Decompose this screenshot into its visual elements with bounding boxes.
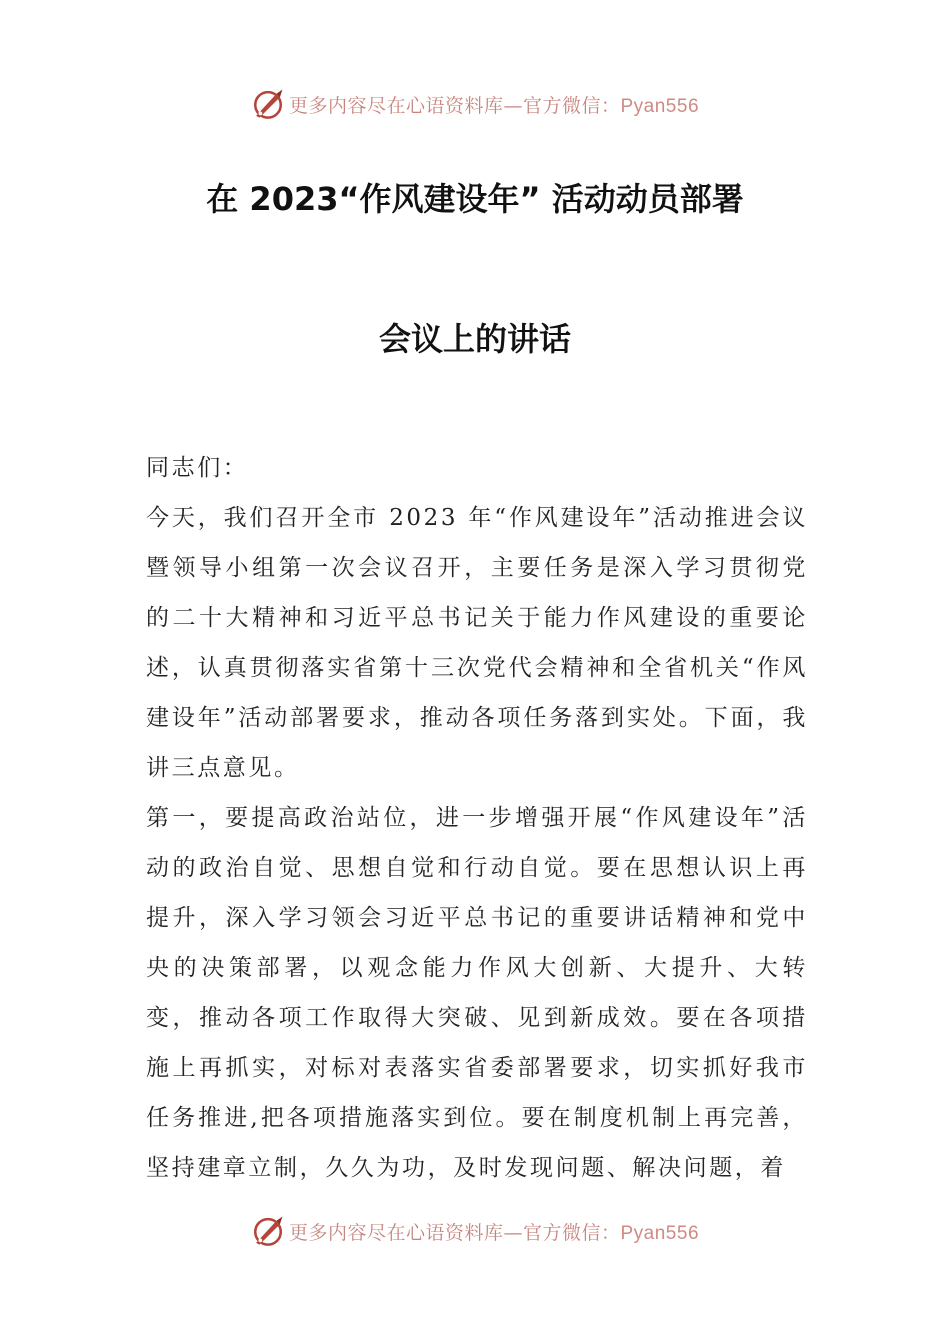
document-title-line-1: 在 2023“作风建设年” 活动动员部署: [206, 180, 744, 218]
paragraph-point-one: 第一，要提高政治站位，进一步增强开展“作风建设年”活动的政治自觉、思想自觉和行动自觉。要在思想认识上再提升，深入学习领会习近平总书记的重要讲话精神和党中央的决策部署，以观念能力作风大创新、大提升、大转变，推动各项工作取得大突破、见到新成效。要在各项措施上再抓实，对标对表落实省委部署要求，切实抓好我市任务推进,把各项措施落实到位。要在制度机制上再完善，坚持建章立制，久久为功，及时发现问题、解决问题，着: [146, 805, 808, 1181]
quill-pen-logo-icon: [251, 1214, 285, 1248]
document-title-line-2: 会议上的讲话: [378, 320, 571, 358]
document-body: [146, 443, 808, 1193]
footer-watermark: [0, 1211, 950, 1251]
quill-pen-logo-icon: [251, 87, 285, 121]
watermark-text: 更多内容尽在心语资料库—官方微信：Pyan556: [288, 94, 700, 117]
watermark-wechat-id: Pyan556: [620, 1222, 700, 1244]
salutation: 同志们：: [146, 455, 249, 481]
paragraph-intro: 今天，我们召开全市 2023 年“作风建设年”活动推进会议暨领导小组第一次会议召开，主要任务是深入学习贯彻党的二十大精神和习近平总书记关于能力作风建设的重要论述，认真贯彻落实省第十三次党代会精神和全省机关“作风建设年”活动部署要求，推动各项任务落到实处。下面，我讲三点意见。: [146, 505, 808, 781]
watermark-text: 更多内容尽在心语资料库—官方微信：Pyan556: [288, 1221, 700, 1244]
header-watermark: [0, 84, 950, 124]
watermark-wechat-id: Pyan556: [620, 95, 700, 117]
